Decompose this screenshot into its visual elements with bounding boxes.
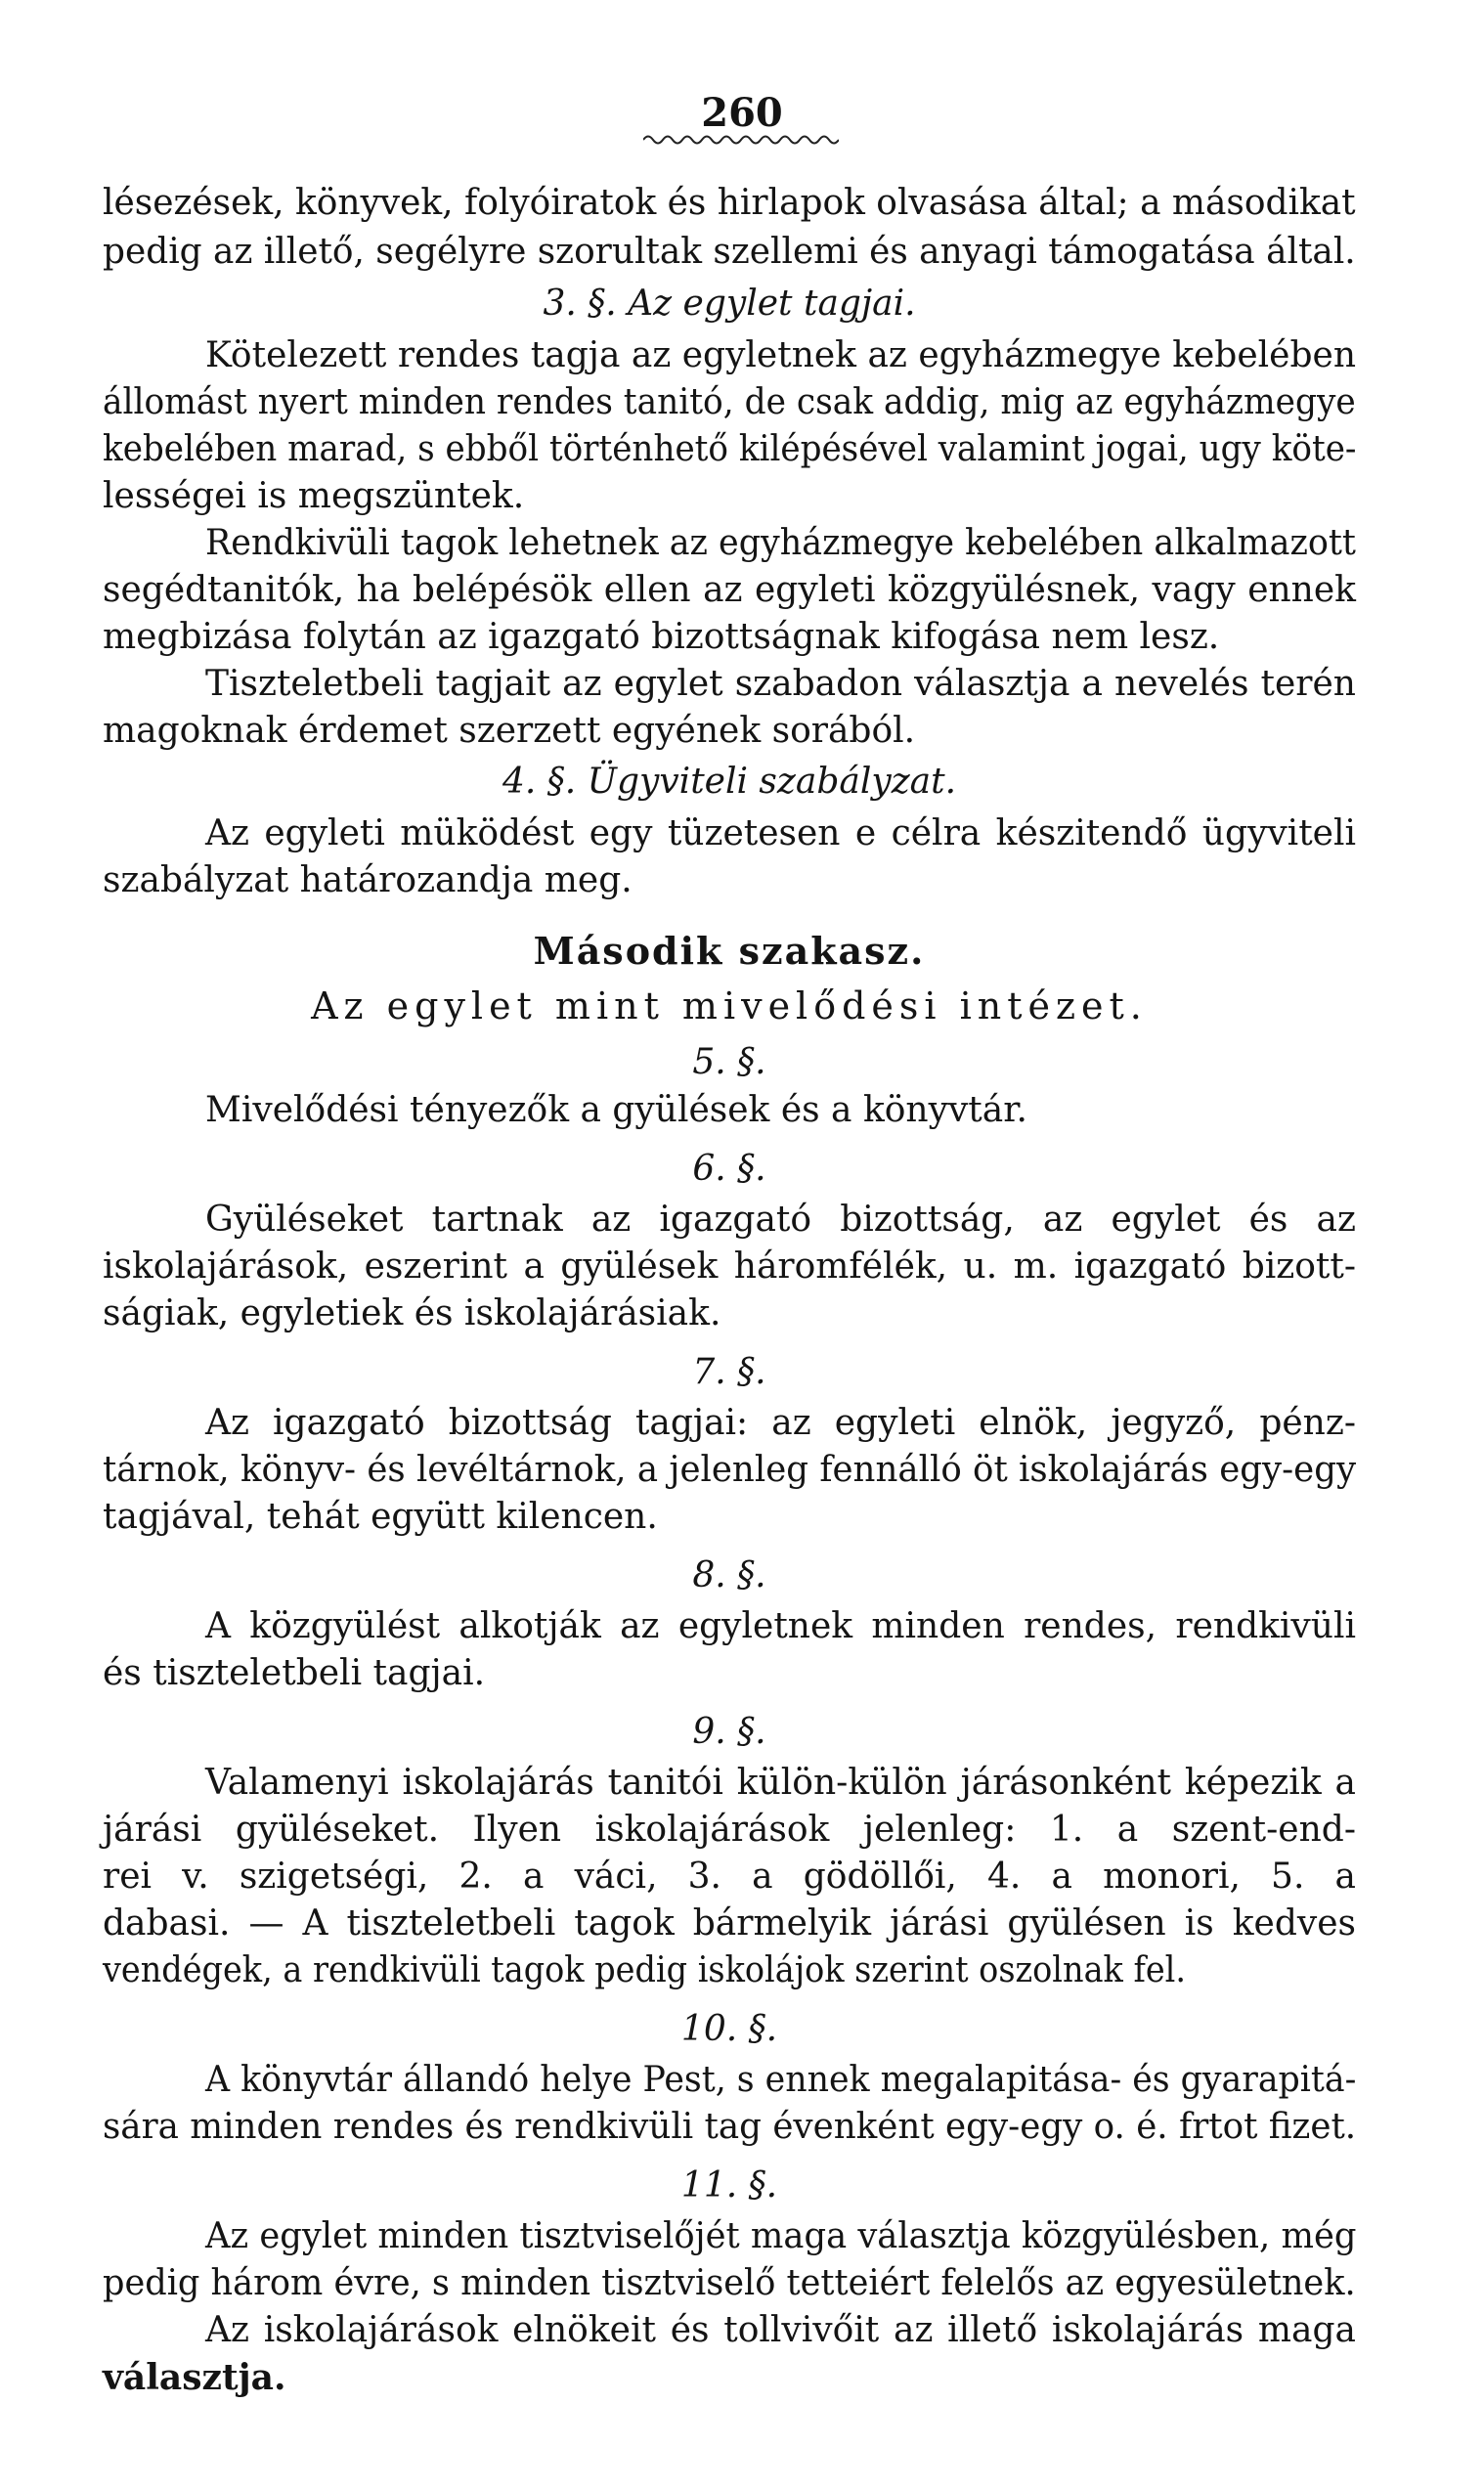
text-line: A közgyülést alkotják az egyletnek minden rendes, rendkivüli [205,1606,1356,1646]
text-line: Gyüléseket tartnak az igazgató bizottság, az egylet és az [205,1200,1356,1240]
section-number: 10. §. [680,2009,778,2049]
text-line: Rendkivüli tagok lehetnek az egyházmegye kebelében alkalmazott [205,523,1356,563]
text-line: választja. [103,2357,286,2398]
text-line: pedig az illető, segélyre szorultak szellemi és anyagi támogatása által. [103,232,1356,272]
text-line: megbizása folytán az igazgató bizottságnak kifogása nem lesz. [103,617,1220,657]
section-number: 8. §. [692,1555,766,1595]
wavy-rule-ornament [643,133,839,147]
text-line: Az iskolajárások elnökeit és tollvivőit az illető iskolajárás maga [205,2310,1356,2350]
text-line: dabasi. — A tiszteletbeli tagok bármelyik járási gyülésen is kedves [103,1903,1356,1944]
text-line: vendégek, a rendkivüli tagok pedig iskolájok szerint oszolnak fel. [103,1950,1187,1990]
text-line: rei v. szigetségi, 2. a váci, 3. a gödöllői, 4. a monori, 5. a [103,1857,1356,1897]
section-number: 9. §. [692,1712,766,1752]
section-number: 6. §. [692,1149,766,1189]
page-number: 260 [701,90,783,136]
text-line: Kötelezett rendes tagja az egyletnek az egyházmegye kebelében [205,335,1357,375]
text-line: lésezések, könyvek, folyóiratok és hirlapok olvasása által; a másodikat [103,183,1356,223]
section-number: 7. §. [692,1352,766,1392]
text-line: iskolajárások, eszerint a gyülések háromfélék, u. m. igazgató bizott- [103,1246,1356,1287]
text-line: és tiszteletbeli tagjai. [103,1653,486,1693]
text-line: szabályzat határozandja meg. [103,860,633,900]
text-line: Az egylet minden tisztviselőjét maga választja közgyülésben, még [205,2216,1357,2256]
text-line: Tiszteletbeli tagjait az egylet szabadon választja a nevelés terén [205,664,1356,704]
text-line: Az igazgató bizottság tagjai: az egyleti elnök, jegyző, pénz- [205,1403,1356,1443]
section-heading: 4. §. Ügyviteli szabályzat. [502,762,957,802]
text-line: tagjával, tehát együtt kilencen. [103,1497,658,1537]
text-line: járási gyüléseket. Ilyen iskolajárások jelenleg: 1. a szent-end- [103,1810,1356,1850]
text-line: lességei is megszüntek. [103,476,525,516]
part-heading: Második szakasz. [533,929,926,973]
text-line: állomást nyert minden rendes tanitó, de csak addig, mig az egyházmegye [103,382,1356,422]
text-line: tárnok, könyv- és levéltárnok, a jelenleg fennálló öt iskolajárás egy-egy [103,1450,1357,1490]
text-line: pedig három évre, s minden tisztviselő tetteiért felelős az egyesületnek. [103,2263,1356,2303]
text-line: Mivelődési tényezők a gyülések és a könyvtár. [205,1090,1027,1130]
text-line: Valamenyi iskolajárás tanitói külön-külön járásonként képezik a [205,1763,1356,1803]
text-line: Az egyleti müködést egy tüzetesen e célra készitendő ügyviteli [205,813,1356,853]
part-subtitle: Az egylet mint mivelődési intézet. [311,984,1148,1027]
text-line: segédtanitók, ha belépésök ellen az egyleti közgyülésnek, vagy ennek [103,570,1356,610]
section-number: 11. §. [680,2165,778,2206]
text-line: ságiak, egyletiek és iskolajárásiak. [103,1293,721,1333]
section-heading: 3. §. Az egylet tagjai. [543,284,916,324]
text-line: A könyvtár állandó helye Pest, s ennek megalapitása- és gyarapitá- [205,2060,1357,2100]
section-number: 5. §. [692,1042,766,1082]
text-line: sára minden rendes és rendkivüli tag évenként egy-egy o. é. frtot fizet. [103,2107,1357,2147]
text-line: kebelében marad, s ebből történhető kilépésével valamint jogai, ugy köte- [103,429,1357,469]
text-line: magoknak érdemet szerzett egyének sorából. [103,711,916,751]
